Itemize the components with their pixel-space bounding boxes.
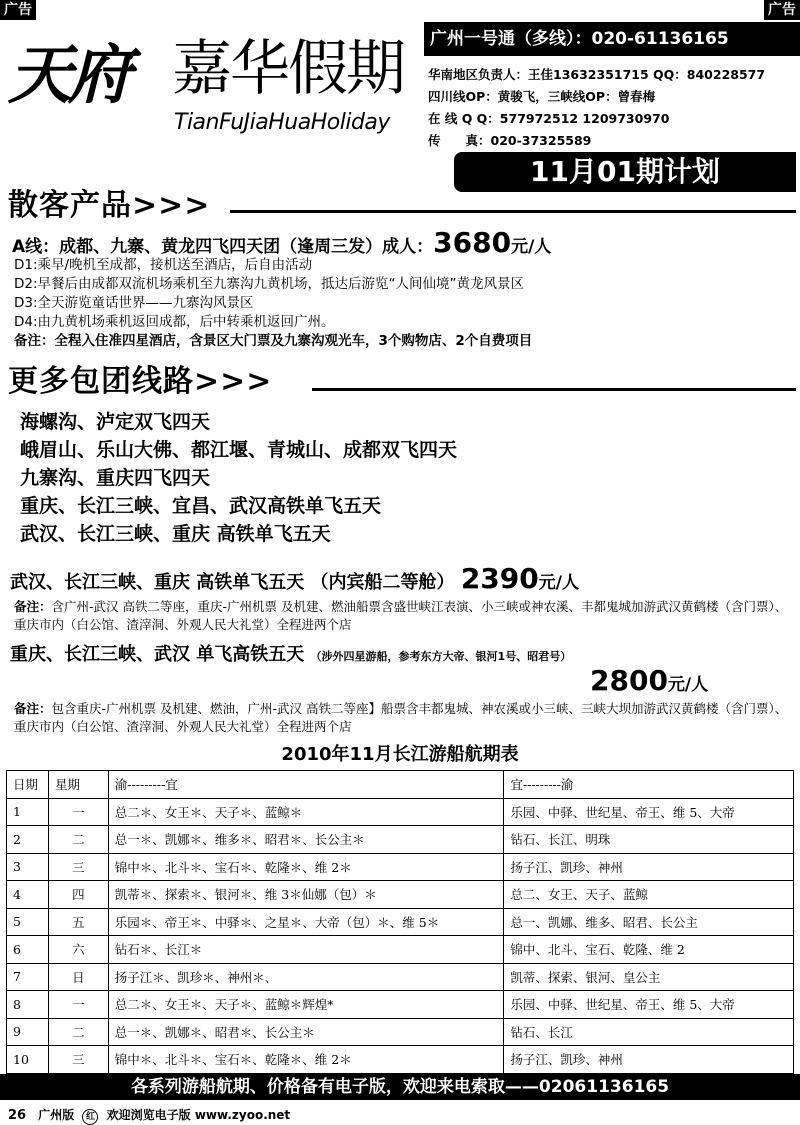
package1-note [14,598,794,634]
package2-title [10,640,571,666]
edition-label: 广州版 [38,1108,75,1122]
cell-downstream: 总一＊、凯娜＊、昭君＊、长公主＊ [108,1018,504,1046]
section-divider [312,388,796,391]
package2-note-text: 包含重庆-广州机票 及机建、燃油，广州-武汉 高铁二等座】船票含丰都鬼城、神农溪或小三峡、三峡大坝加游武汉黄鹤楼（含门票）、重庆市内（白公馆、渣滓洞、外观人民大礼堂）全程进两个店 [14,701,788,734]
package1-unit: 元/人 [538,573,579,593]
list-item: 九寨沟、重庆四飞四天 [20,467,211,489]
contact-line: 四川线OP：黄骏飞，三峡线OP：曾春梅 [428,89,656,104]
brand-name-en: TianFuJiaHuaHoliday [174,110,390,135]
cell-downstream: 总一＊、凯娜＊、维多＊、昭君＊、长公主＊ [108,826,504,854]
contact-line: 华南地区负责人：王佳13632351715 QQ：840228577 [428,67,766,82]
brand-mark: 天府 [8,38,128,113]
cell-date: 7 [7,963,49,991]
schedule-title: 2010年11月长江游船航期表 [281,744,519,765]
cell-downstream: 凯蒂＊、探索＊、银河＊、维 3＊仙娜（包）＊ [108,881,504,909]
cell-upstream: 乐园、中驿、世纪星、帝王、维 5、大帝 [504,991,794,1019]
route-a-price: 3680 [433,226,512,259]
cell-downstream: 总二＊、女王＊、天子＊、蓝鲸＊ [108,798,504,826]
schedule-table [6,770,794,1074]
col-header-weekday: 星期 [48,771,108,799]
table-row [7,798,794,826]
cell-upstream: 总二、女王、天子、蓝鲸 [504,881,794,909]
itinerary-day: D4:由九黄机场乘机返回成都，后中转乘机返回广州。 [14,314,335,330]
package1-price: 2390 [460,562,539,595]
group-route-list [20,408,457,548]
table-row [7,826,794,854]
cell-weekday: 五 [48,908,108,936]
cell-date: 2 [7,826,49,854]
cell-upstream: 乐园、中驿、世纪星、帝王、维 5、大帝 [504,798,794,826]
package1-note-label: 备注： [14,599,52,614]
cell-upstream: 钻石、长江 [504,1018,794,1046]
table-row [7,991,794,1019]
list-item: 峨眉山、乐山大佛、都江堰、青城山、成都双飞四天 [20,439,458,461]
route-a-unit: 元/人 [511,237,552,257]
list-item: 武汉、长江三峡、重庆 高铁单飞五天 [20,523,331,545]
package2-price: 2800 [590,664,668,697]
list-item: 海螺沟、泸定双飞四天 [20,411,211,433]
page-footer [8,1106,290,1125]
route-a-note: 备注：全程入住准四星酒店，含景区大门票及九寨沟观光车，3个购物店、2个自费项目 [14,333,533,349]
package2-unit: 元/人 [667,675,709,695]
package2-name: 重庆、长江三峡、武汉 单飞高铁五天 [10,644,305,665]
hotline-bar: 广州一号通（多线）：020-61136165 [424,22,800,56]
footer-banner: 各系列游船航期、价格备有电子版，欢迎来电索取——02061136165 [0,1074,800,1100]
cell-upstream: 钻石、长江、明珠 [504,826,794,854]
package2-price-block [590,664,708,697]
cell-upstream: 扬子江、凯珍、神州 [504,1046,794,1074]
cell-date: 9 [7,1018,49,1046]
cell-date: 8 [7,991,49,1019]
cell-upstream: 总一、凯娜、维多、昭君、长公主 [504,908,794,936]
cell-date: 4 [7,881,49,909]
brand-logo [4,22,422,142]
section-title-group: 更多包团线路>>> [8,364,273,399]
cell-date: 10 [7,1046,49,1074]
ad-tag-right: 广告 [764,0,800,20]
itinerary-day: D3:全天游览童话世界——九寨沟风景区 [14,295,254,311]
section-title-individual: 散客产品>>> [8,188,211,223]
package1-note-text: 含广州-武汉 高铁二等座，重庆-广州机票 及机建、燃油船票含盛世峡江表演、小三峡或神农溪、丰都鬼城加游武汉黄鹤楼（含门票）、重庆市内（白公馆、渣滓洞、外观人民大礼堂）全程进两个店 [14,599,788,632]
cell-weekday: 二 [48,1018,108,1046]
cell-upstream: 扬子江、凯珍、神州 [504,853,794,881]
cell-weekday: 三 [48,1046,108,1074]
cell-weekday: 二 [48,826,108,854]
table-row [7,936,794,964]
route-a-title [12,226,551,259]
route-a-itinerary [14,256,532,351]
cell-weekday: 六 [48,936,108,964]
issue-banner: 11月01期计划 [454,152,796,192]
section-divider [230,210,796,213]
page-number: 26 [8,1108,27,1123]
col-header-upstream: 宜---------渝 [504,771,794,799]
route-a-name: A线：成都、九寨、黄龙四飞四天团（逢周三发）成人： [12,237,434,257]
table-row [7,1018,794,1046]
cell-upstream: 锦中、北斗、宝石、乾隆、维 2 [504,936,794,964]
cell-downstream: 锦中＊、北斗＊、宝石＊、乾隆＊、维 2＊ [108,853,504,881]
col-header-date: 日期 [7,771,49,799]
cell-date: 6 [7,936,49,964]
package2-note-label: 备注： [14,701,52,716]
table-row [7,963,794,991]
col-header-downstream: 渝---------宜 [108,771,504,799]
edition-badge: 红 [82,1109,98,1125]
package1-name: 武汉、长江三峡、重庆 高铁单飞五天 （内宾船二等舱） [10,572,455,593]
table-row [7,881,794,909]
contact-line: 在 线 Q Q：577972512 1209730970 [428,111,670,126]
cell-upstream: 凯蒂、探索、银河、皇公主 [504,963,794,991]
cell-date: 5 [7,908,49,936]
table-row [7,853,794,881]
table-row [7,908,794,936]
cell-weekday: 三 [48,853,108,881]
cell-date: 3 [7,853,49,881]
cell-date: 1 [7,798,49,826]
cell-downstream: 总二＊、女王＊、天子＊、蓝鲸＊辉煌* [108,991,504,1019]
list-item: 重庆、长江三峡、宜昌、武汉高铁单飞五天 [20,495,382,517]
cell-weekday: 一 [48,798,108,826]
cell-downstream: 乐园＊、帝王＊、中驿＊、之星＊、大帝（包）＊、维 5＊ [108,908,504,936]
ad-tag-left: 广告 [0,0,36,20]
website-text[interactable]: 欢迎浏览电子版 www.zyoo.net [106,1108,291,1122]
itinerary-day: D1:乘早/晚机至成都，接机送至酒店，后自由活动 [14,257,313,273]
cell-downstream: 锦中＊、北斗＊、宝石＊、乾隆＊、维 2＊ [108,1046,504,1074]
cell-downstream: 钻石＊、长江＊ [108,936,504,964]
package2-note [14,700,794,736]
contact-line: 传 真：020-37325589 [428,133,592,148]
cell-weekday: 一 [48,991,108,1019]
cell-weekday: 日 [48,963,108,991]
package2-subtitle: （涉外四星游船，参考东方大帝、银河1号、昭君号） [310,650,572,663]
brand-name-cn: 嘉华假期 [172,34,404,104]
package1-title [10,562,579,595]
schedule-body [7,798,794,1073]
cell-downstream: 扬子江＊、凯珍＊、神州＊、 [108,963,504,991]
itinerary-day: D2:早餐后由成都双流机场乘机至九寨沟九黄机场，抵达后游览“人间仙境”黄龙风景区 [14,276,525,292]
table-row [7,1046,794,1074]
cell-weekday: 四 [48,881,108,909]
table-header-row [7,771,794,799]
contact-info [428,64,798,152]
